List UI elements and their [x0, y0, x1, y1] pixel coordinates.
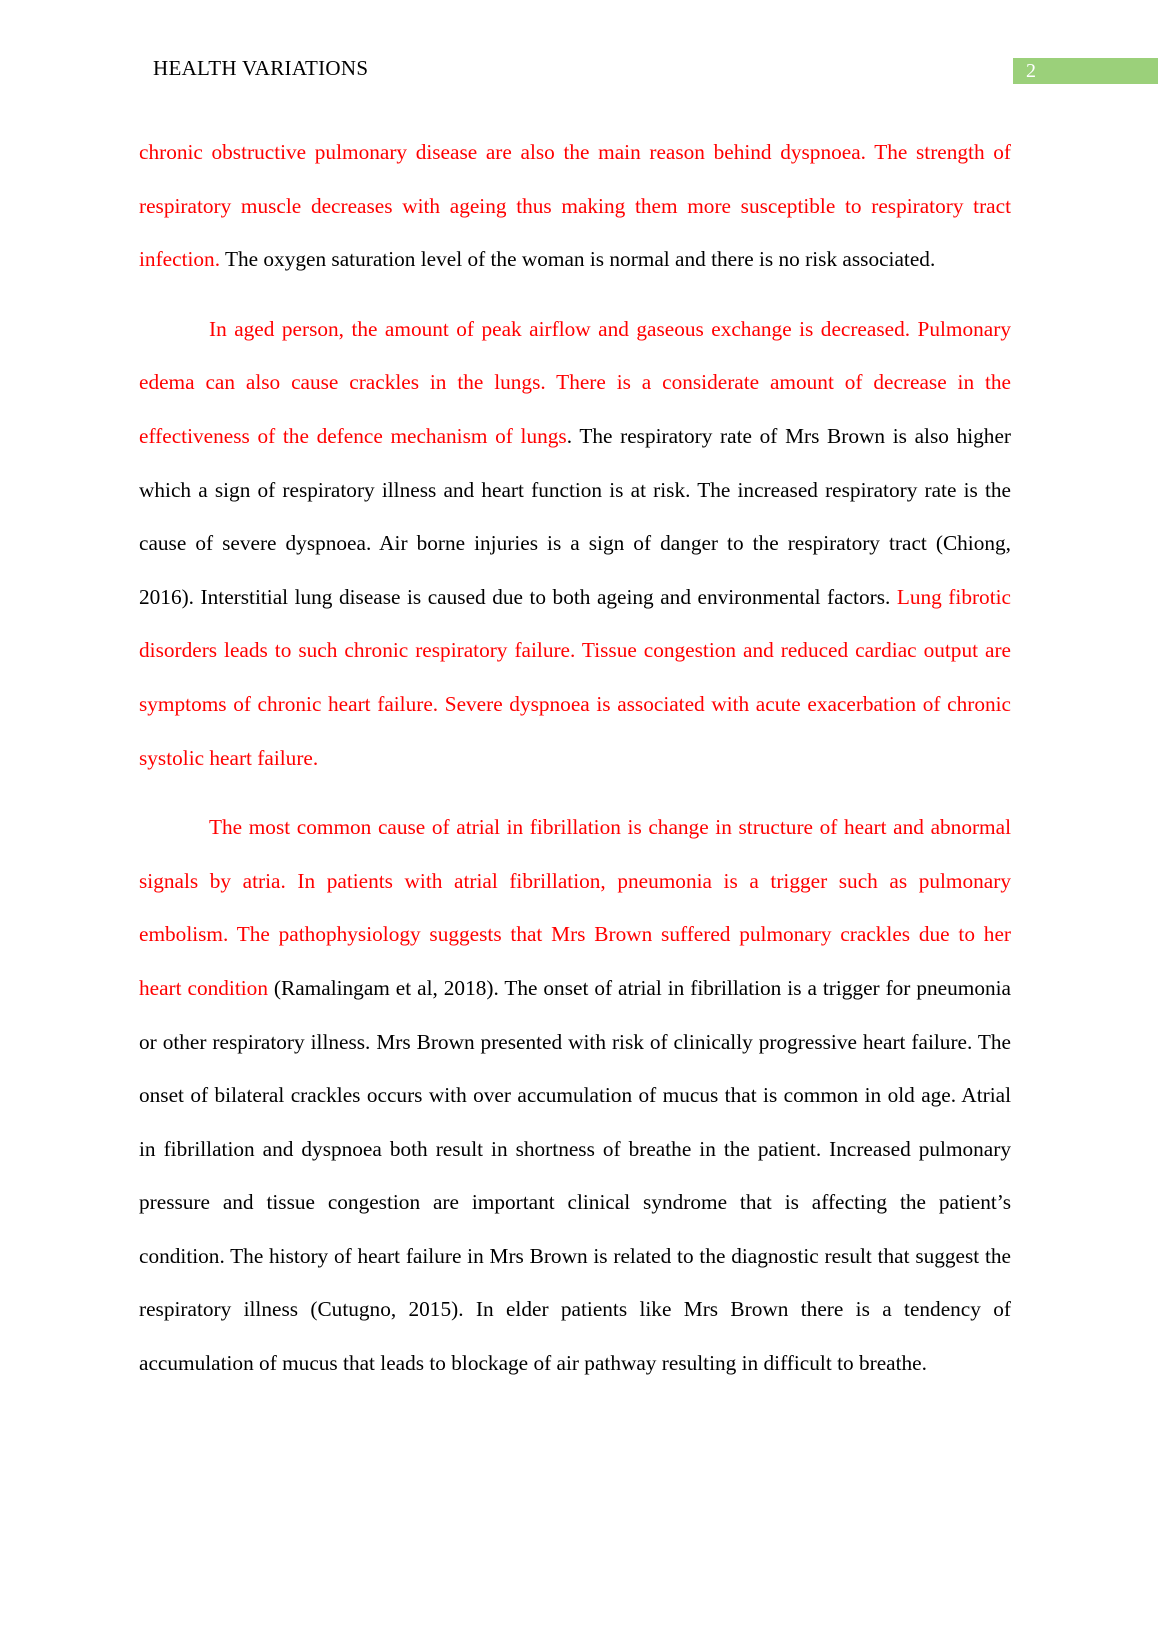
highlighted-text: Lung fibrotic disorders leads to such chronic respiratory failure. Tissue congestion and reduced cardiac output are symptoms of chronic heart failure. Severe dyspnoea is associated with acute exacerbation of chronic systolic heart failure. [139, 584, 1011, 770]
body-text: . The respiratory rate of Mrs Brown is also higher which a sign of respiratory illness and heart function is at risk. The increased respiratory rate is the cause of severe dyspnoea. Air borne injuries is a sign of danger to the respiratory tract (Chiong, 2016). Interstitial lung disease is caused due to both ageing and environmental factors. [139, 423, 1011, 609]
document-body [139, 126, 1011, 1391]
body-text: The oxygen saturation level of the woman is normal and there is no risk associated. [220, 247, 936, 272]
paragraph-1 [139, 126, 1011, 287]
page-number-band [1013, 58, 1158, 84]
body-text: (Ramalingam et al, 2018). The onset of atrial in fibrillation is a trigger for pneumonia or other respiratory illness. Mrs Brown presented with risk of clinically progressive heart failure. The onset of bilateral crackles occurs with over accumulation of mucus that is common in old age. Atrial in fibrillation and dyspnoea both result in shortness of breathe in the patient. Increased pulmonary pressure and tissue congestion are important clinical syndrome that is affecting the patient’s condition. The history of heart failure in Mrs Brown is related to the diagnostic result that suggest the respiratory illness (Cutugno, 2015). In elder patients like Mrs Brown there is a tendency of accumulation of mucus that leads to blockage of air pathway resulting in difficult to breathe. [139, 975, 1011, 1376]
highlighted-text: chronic obstructive pulmonary disease are also the main reason behind dyspnoea. The strength of respiratory muscle decreases with ageing thus making them more susceptible to respiratory tract infection. [139, 140, 1011, 272]
highlighted-text: The most common cause of atrial in fibrillation is change in structure of heart and abnormal signals by atria. In patients with atrial fibrillation, pneumonia is a trigger such as pulmonary embolism. The pathophysiology suggests that Mrs Brown suffered pulmonary crackles due to her heart condition [139, 815, 1011, 1000]
highlighted-text: In aged person, the amount of peak airflow and gaseous exchange is decreased. Pulmonary edema can also cause crackles in the lungs. There is a considerate amount of decrease in the effectiveness of the defence mechanism of lungs [139, 316, 1011, 448]
paragraph-2 [139, 303, 1011, 785]
paragraph-3 [139, 801, 1011, 1391]
page-number: 2 [1026, 60, 1036, 82]
running-head: HEALTH VARIATIONS [153, 56, 369, 80]
